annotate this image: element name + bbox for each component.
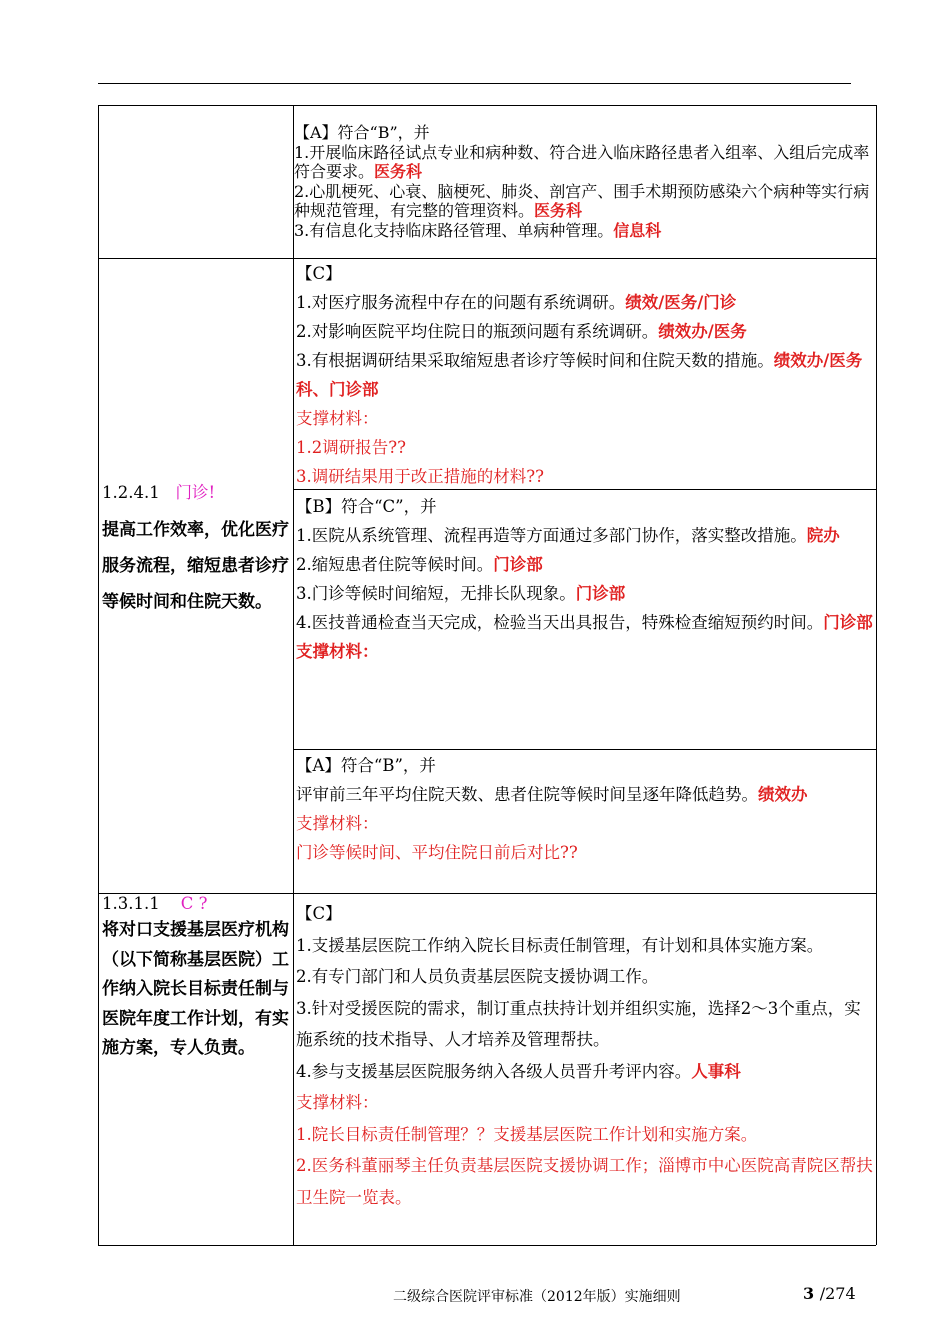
support-item: 1.院长目标责任制管理？？支援基层医院工作计划和实施方案。	[296, 1124, 758, 1144]
criterion-item: 评审前三年平均住院天数、患者住院等候时间呈逐年降低趋势。绩效办	[296, 785, 808, 804]
support-heading: 支撑材料：	[296, 642, 379, 661]
column-divider	[293, 105, 294, 1245]
sec2-grade-b	[296, 492, 874, 666]
sec3-grade-c	[296, 898, 874, 1213]
support-heading: 支撑材料：	[296, 409, 379, 428]
grade-c-heading: 【C】	[296, 264, 342, 283]
grade-a-heading: 【A】符合“B”，并	[294, 123, 430, 142]
criterion-item: 2.缩短患者住院等候时间。门诊部	[296, 555, 543, 574]
table-border-right	[876, 105, 877, 1245]
dept-label: 绩效办/医务	[658, 322, 747, 341]
dept-label: 院办	[806, 526, 840, 545]
cell-divider	[293, 749, 876, 750]
grade-c-heading: 【C】	[296, 904, 342, 923]
criterion-item: 2.对影响医院平均住院日的瓶颈问题有系统调研。绩效办/医务	[296, 322, 747, 341]
current-page: 3	[803, 1284, 815, 1303]
dept-label: 医务科	[534, 201, 583, 220]
standard-code-line	[102, 889, 290, 918]
sec2-standard	[102, 478, 290, 507]
support-item: 门诊等候时间、平均住院日前后对比??	[296, 843, 578, 862]
criterion-item: 2.有专门部门和人员负责基层医院支援协调工作。	[296, 967, 659, 986]
criterion-item: 1.医院从系统管理、流程再造等方面通过多部门协作，落实整改措施。院办	[296, 526, 840, 545]
standard-code: 1.2.4.1	[102, 483, 160, 502]
criterion-item: 3.有根据调研结果采取缩短患者诊疗等候时间和住院天数的措施。绩效办/医务科、门诊部	[296, 351, 863, 399]
criterion-item: 4.医技普通检查当天完成，检验当天出具报告，特殊检查缩短预约时间。门诊部	[296, 613, 873, 632]
criterion-item: 1.对医疗服务流程中存在的问题有系统调研。绩效/医务/门诊	[296, 293, 737, 312]
page-number	[803, 1284, 856, 1303]
table-border-bottom	[98, 1245, 876, 1246]
dept-label: 门诊部	[493, 555, 543, 574]
standard-title: 将对口支援基层医疗机构（以下简称基层医院）工作纳入院长目标责任制与医院年度工作计划，有实施方案，专人负责。	[102, 920, 289, 1058]
support-item: 2.医务科董丽琴主任负责基层医院支援协调工作；淄博市中心医院高青院区帮扶卫生院一览表。	[296, 1156, 873, 1207]
criterion-item: 3.针对受援医院的需求，制订重点扶持计划并组织实施，选择2～3个重点，实施系统的技术指导、人才培养及管理帮扶。	[296, 998, 861, 1049]
standard-code-line	[102, 478, 290, 507]
criterion-item: 3.有信息化支持临床路径管理、单病种管理。信息科	[294, 220, 662, 240]
support-item: 1.2调研报告??	[296, 438, 406, 457]
dept-tag: 门诊!	[175, 483, 216, 502]
standard-code: 1.3.1.1	[102, 894, 160, 913]
table-border-top	[98, 105, 876, 106]
grade-tag: C ?	[180, 894, 208, 913]
sec3-standard	[102, 889, 290, 918]
dept-label: 医务科	[374, 162, 423, 181]
dept-label: 人事科	[691, 1061, 741, 1081]
criterion-item: 4.参与支援基层医院服务纳入各级人员晋升考评内容。人事科	[296, 1061, 741, 1081]
dept-label: 信息科	[613, 220, 662, 240]
dept-label: 绩效办/医务科、门诊部	[296, 351, 863, 399]
criterion-item: 1.支援基层医院工作纳入院长目标责任制管理，有计划和具体实施方案。	[296, 935, 824, 955]
total-pages: /274	[819, 1284, 856, 1303]
sec2-grade-a	[296, 751, 874, 867]
dept-label: 绩效办	[758, 785, 808, 804]
sec1-content	[294, 123, 872, 240]
grade-a-heading: 【A】符合“B”，并	[296, 756, 436, 775]
standard-title: 提高工作效率，优化医疗服务流程，缩短患者诊疗等候时间和住院天数。	[102, 520, 289, 612]
grade-b-heading: 【B】符合“C”，并	[296, 497, 437, 516]
support-item: 3.调研结果用于改正措施的材料??	[296, 467, 544, 486]
dept-label: 门诊部	[575, 584, 626, 603]
dept-label: 门诊部	[823, 613, 873, 632]
header-rule	[98, 83, 851, 84]
criterion-item: 1.开展临床路径试点专业和病种数、符合进入临床路径患者入组率、入组后完成率符合要求。医务科	[294, 142, 870, 181]
footer-title: 二级综合医院评审标准（2012年版）实施细则	[393, 1289, 681, 1305]
support-heading: 支撑材料：	[296, 814, 379, 833]
dept-label: 绩效/医务/门诊	[625, 293, 737, 312]
criterion-item: 3.门诊等候时间缩短，无排长队现象。门诊部	[296, 584, 626, 603]
criterion-item: 2.心肌梗死、心衰、脑梗死、肺炎、剖宫产、围手术期预防感染六个病种等实行病种规范管理，有完整的管理资料。医务科	[294, 181, 870, 220]
support-heading: 支撑材料：	[296, 1093, 379, 1112]
sec2-grade-c	[296, 259, 874, 491]
table-border-left	[98, 105, 99, 1245]
